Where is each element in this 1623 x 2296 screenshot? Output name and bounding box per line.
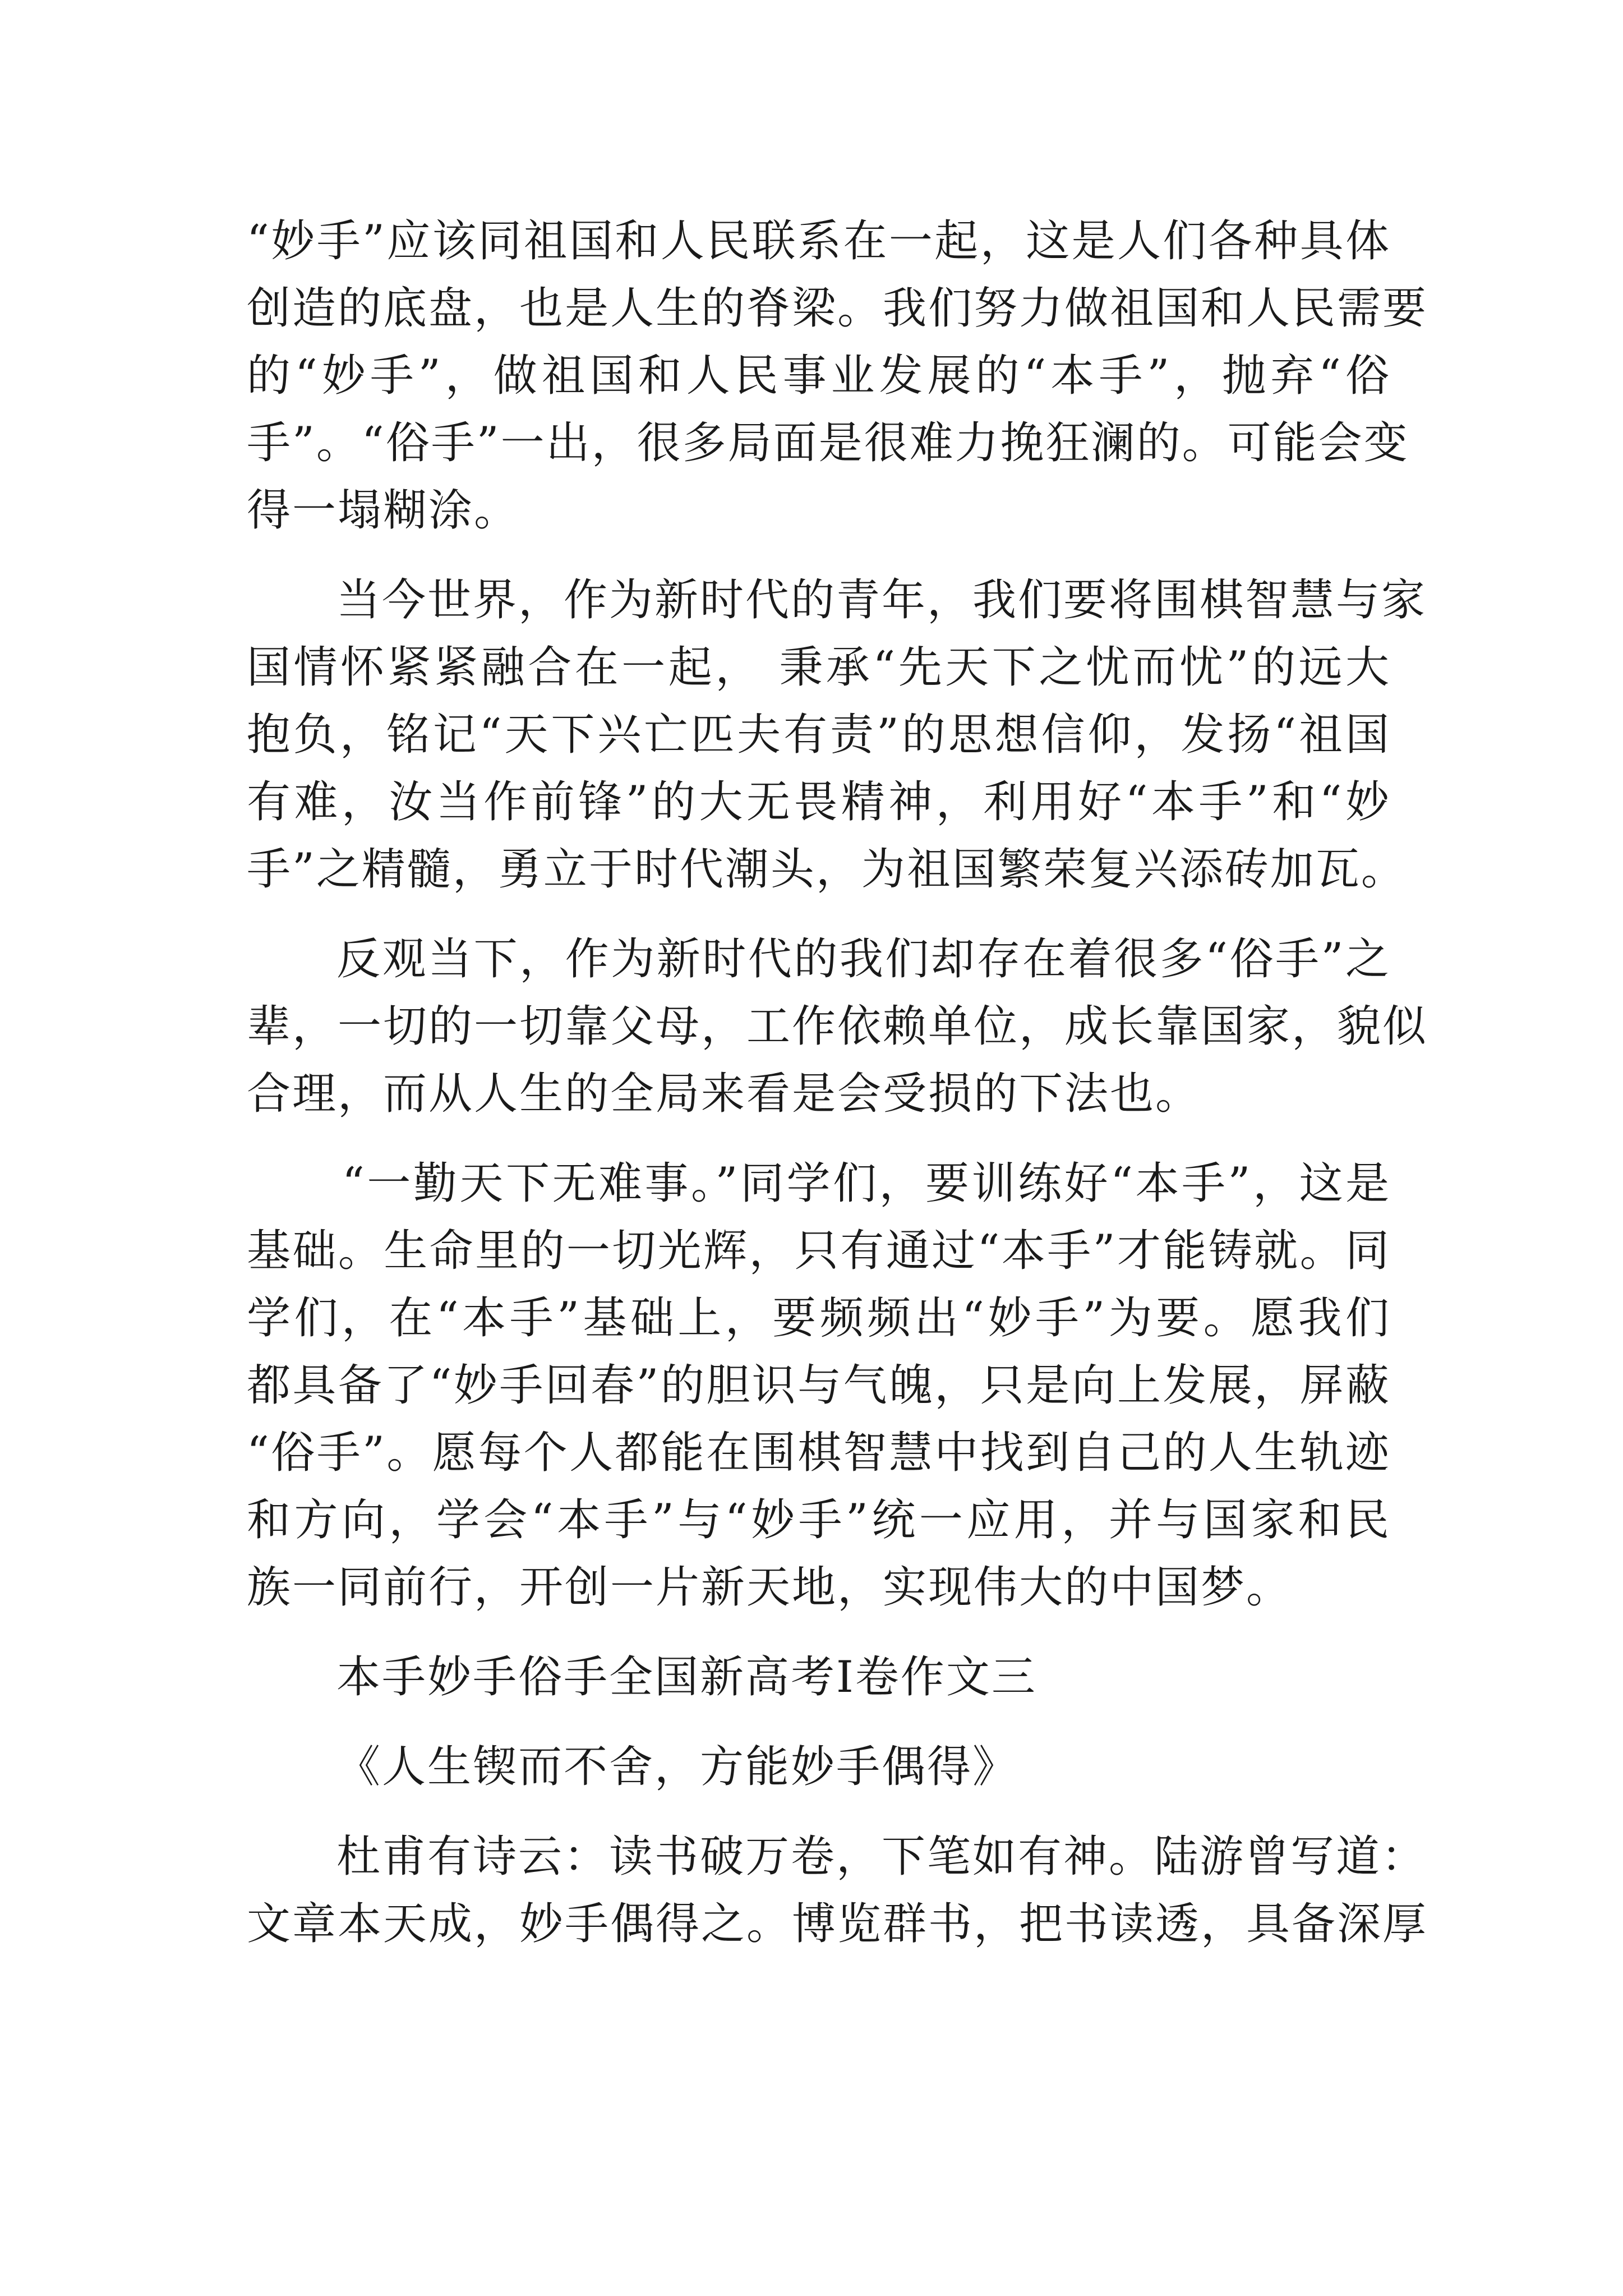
text-line: 有难，汝当作前锋”的大无畏精神，利用好“本手”和“妙: [247, 777, 1391, 827]
text-line: 创造的底盘，也是人生的脊梁。我们努力做祖国和人民需要: [247, 283, 1428, 334]
text-line: 学们，在“本手”基础上，要频频出“妙手”为要。愿我们: [247, 1293, 1391, 1343]
text-line: 国情怀紧紧融合在一起， 秉承“先天下之忧而忧”的远大: [247, 642, 1391, 693]
text-line: 都具备了“妙手回春”的胆识与气魄，只是向上发展，屏蔽: [247, 1360, 1391, 1411]
text-line: 和方向，学会“本手”与“妙手”统一应用，并与国家和民: [247, 1495, 1391, 1545]
text-line: 当今世界，作为新时代的青年，我们要将围棋智慧与家: [336, 575, 1427, 625]
text-line: 得一塌糊涂。: [247, 485, 520, 536]
text-line: 杜甫有诗云：读书破万卷，下笔如有神。陆游曾写道：: [336, 1832, 1427, 1882]
text-line: 族一同前行，开创一片新天地，实现伟大的中国梦。: [247, 1562, 1292, 1613]
text-line: 手”之精髓，勇立于时代潮头，为祖国繁荣复兴添砖加瓦。: [247, 844, 1407, 895]
text-line: 基础。生命里的一切光辉，只有通过“本手”才能铸就。同: [247, 1226, 1391, 1276]
essay-title: 《人生锲而不舍，方能妙手偶得》: [336, 1742, 1018, 1792]
text-line: “妙手”应该同祖国和人民联系在一起，这是人们各种具体: [247, 216, 1391, 266]
text-line: 合理，而从人生的全局来看是会受损的下法也。: [247, 1069, 1201, 1119]
text-line: 手”。“俗手”一出，很多局面是很难力挽狂澜的。可能会变: [247, 418, 1409, 468]
text-line: 文章本天成，妙手偶得之。博览群书，把书读透，具备深厚: [247, 1899, 1428, 1949]
text-line: 抱负，铭记“天下兴亡匹夫有责”的思想信仰，发扬“祖国: [247, 710, 1391, 760]
text-line: 反观当下，作为新时代的我们却存在着很多“俗手”之: [336, 934, 1391, 984]
text-line: “俗手”。愿每个人都能在围棋智慧中找到自己的人生轨迹: [247, 1428, 1391, 1478]
section-heading: 本手妙手俗手全国新高考Ⅰ卷作文三: [336, 1652, 1037, 1703]
text-line: 的“妙手”，做祖国和人民事业发展的“本手”，抛弃“俗: [247, 351, 1391, 401]
text-line: “一勤天下无难事。”同学们，要训练好“本手”，这是: [342, 1158, 1391, 1209]
text-line: 辈，一切的一切靠父母，工作依赖单位，成长靠国家，貌似: [247, 1001, 1428, 1052]
